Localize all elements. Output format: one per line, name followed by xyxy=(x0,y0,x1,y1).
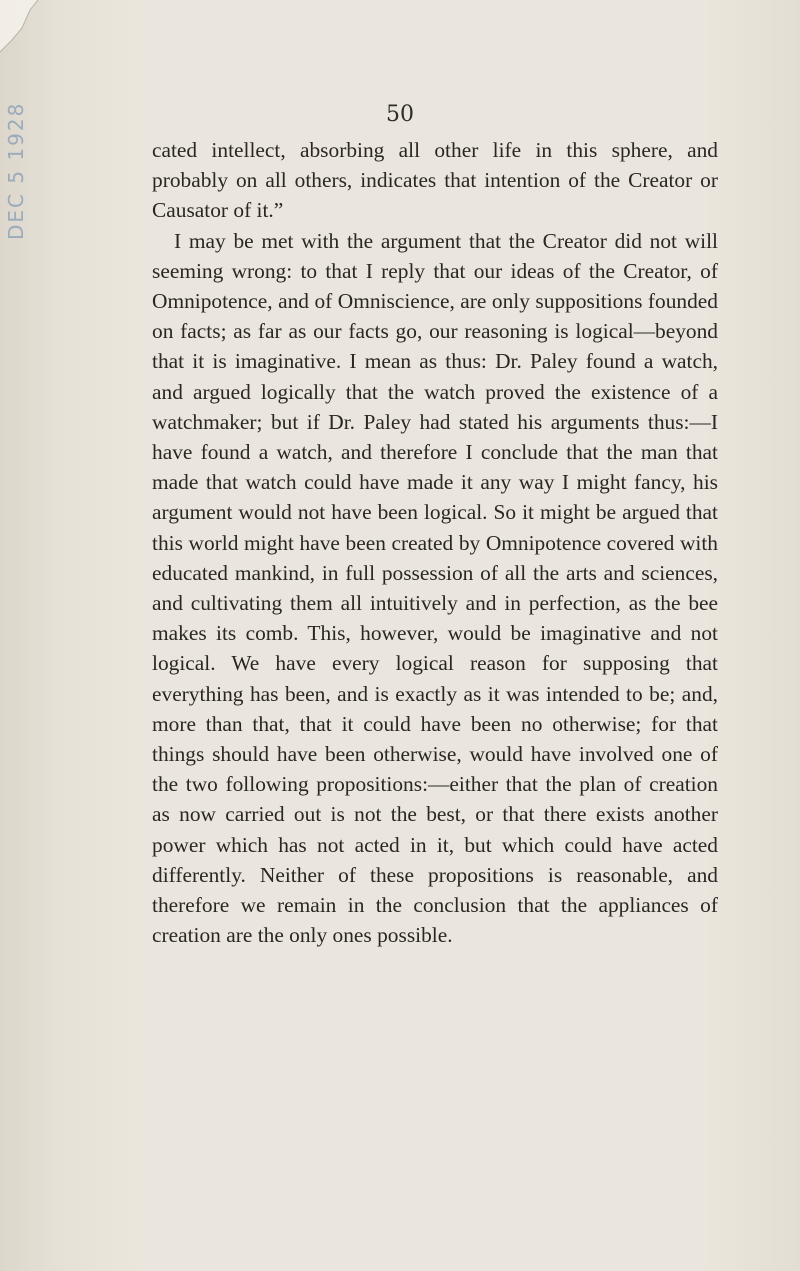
paragraph: cated intellect, absorbing all other life in this sphere, and probably on all others, indicates that intention of the Creator or Causator of it.” xyxy=(152,138,718,223)
paragraph: I may be met with the argument that the Creator did not will seeming wrong: to that I reply that our ideas of the Creator, of Omnipotence, and of Omniscience, are only suppositions founded on facts; as far as our facts go, our reasoning is logical—beyond that it is imaginative. I mean as thus: Dr. Paley found a watch, and argued logically that the watch proved the existence of a watchmaker; but if Dr. Paley had stated his arguments thus:—I have found a watch, and therefore I conclude that the man that made that watch could have made it any way I might fancy, his argument would not have been logical. So it might be argued that this world might have been created by Omnipotence covered with educated mankind, in full possession of all the arts and sciences, and cultivating them all intuitively and in perfection, as the bee makes its comb. This, however, would be imaginative and not logical. We have every logical reason for supposing that everything has been, and is exactly as it was intended to be; and, more than that, that it could have been no otherwise; for that things should have been otherwise, would have involved one of the two following propositions:—either that the plan of creation as now carried out is not the best, or that there exists another power which has not acted in it, but which could have acted differently. Neither of these propositions is reasonable, and therefore we remain in the conclusion that the appliances of creation are the only ones possible. xyxy=(152,228,718,948)
body-text xyxy=(152,135,718,950)
page-number: 50 xyxy=(386,102,414,127)
library-date-stamp: DEC 5 1928 xyxy=(4,101,28,240)
